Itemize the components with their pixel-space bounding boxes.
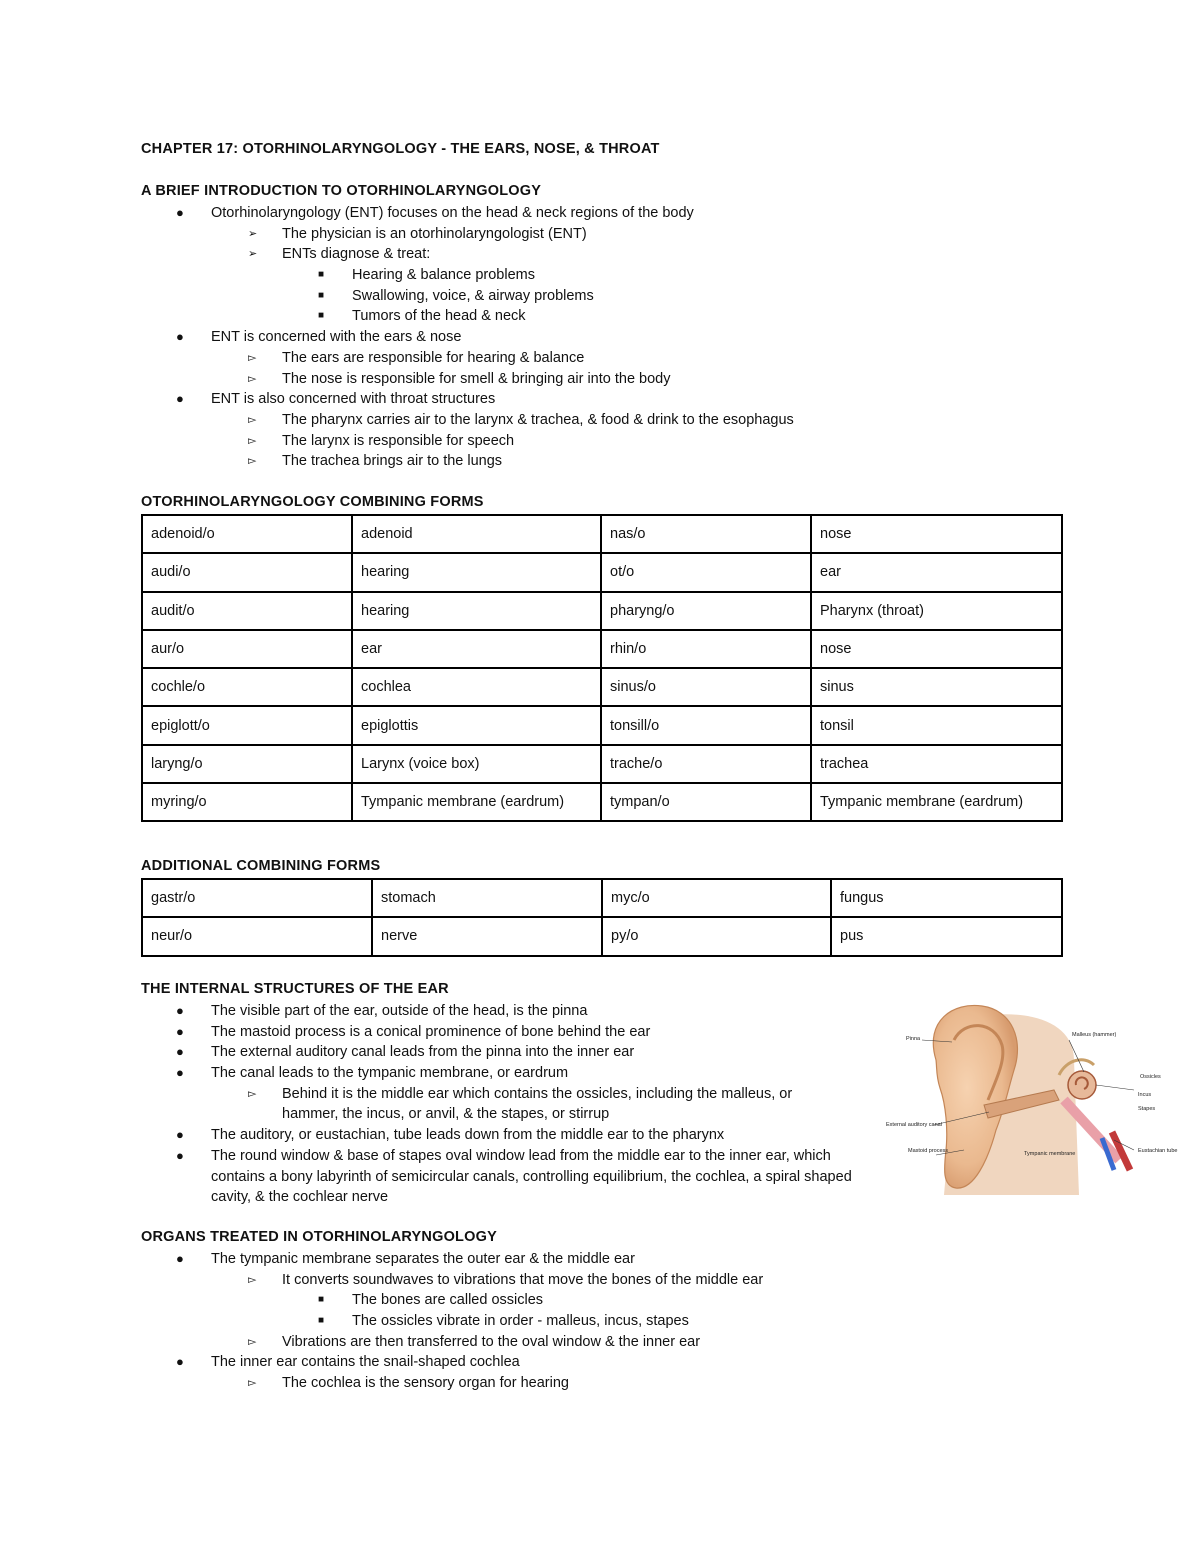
combining-heading: OTORHINOLARYNGOLOGY COMBINING FORMS: [141, 494, 484, 510]
svg-text:Mastoid process: Mastoid process: [908, 1148, 949, 1154]
list-item: ▻ The nose is responsible for smell & bringing air into the body: [0, 369, 1200, 390]
arrow-bullet-icon: ▻: [248, 372, 257, 385]
svg-text:Ossicles: Ossicles: [1140, 1074, 1161, 1080]
list-item: ● The canal leads to the tympanic membrane, or eardrum: [0, 1063, 1200, 1084]
table-row: laryng/o Larynx (voice box) trache/o trachea: [142, 745, 1062, 783]
list-item: ● The inner ear contains the snail-shaped cochlea: [0, 1352, 1200, 1373]
list-item: ▻ The ears are responsible for hearing & balance: [0, 348, 1200, 369]
table-row: adenoid/o adenoid nas/o nose: [142, 515, 1062, 553]
square-bullet-icon: ■: [318, 269, 325, 281]
bullet-icon: ●: [176, 1127, 184, 1143]
arrow-bullet-icon: ▻: [248, 413, 257, 426]
list-item: ▻ It converts soundwaves to vibrations that move the bones of the middle ear: [0, 1270, 1200, 1291]
list-item: ▻ The larynx is responsible for speech: [0, 431, 1200, 452]
list-item: ● ENT is also concerned with throat structures: [0, 389, 1200, 410]
list-item: ● The external auditory canal leads from the pinna into the inner ear: [0, 1042, 1200, 1063]
additional-heading: ADDITIONAL COMBINING FORMS: [141, 858, 381, 874]
svg-text:External auditory canal: External auditory canal: [886, 1122, 942, 1128]
table-row: audit/o hearing pharyng/o Pharynx (throat): [142, 592, 1062, 630]
svg-text:Stapes: Stapes: [1138, 1106, 1156, 1112]
additional-forms-table: [141, 878, 1063, 957]
intro-heading: A BRIEF INTRODUCTION TO OTORHINOLARYNGOLOGY: [141, 183, 542, 199]
organs-heading: ORGANS TREATED IN OTORHINOLARYNGOLOGY: [141, 1229, 497, 1245]
arrow-bullet-icon: ▻: [248, 434, 257, 447]
list-item: ➢ ENTs diagnose & treat:: [0, 244, 1200, 265]
table-row: neur/o nerve py/o pus: [142, 917, 1062, 955]
bullet-icon: ●: [176, 1354, 184, 1370]
table-row: epiglott/o epiglottis tonsill/o tonsil: [142, 706, 1062, 744]
bullet-icon: ●: [176, 1251, 184, 1266]
list-item: ■ Hearing & balance problems: [0, 265, 1200, 286]
arrow-bullet-icon: ▻: [248, 1273, 257, 1286]
list-item: ▻ Behind it is the middle ear which contains the ossicles, including the malleus, or hammer, the incus, or anvil, & the stapes, or stirrup: [248, 1085, 793, 1123]
table-row: gastr/o stomach myc/o fungus: [142, 879, 1062, 917]
bullet-icon: ●: [176, 1023, 184, 1039]
ear-anatomy-figure: [884, 1000, 1194, 1195]
arrow-bullet-icon: ➢: [248, 227, 258, 240]
table-row: audi/o hearing ot/o ear: [142, 553, 1062, 591]
intro-list: [0, 203, 1200, 472]
svg-text:Malleus (hammer): Malleus (hammer): [1072, 1032, 1117, 1038]
bullet-icon: ●: [176, 205, 184, 220]
arrow-bullet-icon: ▻: [248, 1377, 257, 1390]
page-title: CHAPTER 17: OTORHINOLARYNGOLOGY - THE EARS, NOSE, & THROAT: [141, 141, 660, 157]
arrow-bullet-icon: ▻: [248, 1087, 257, 1100]
bullet-icon: ●: [176, 1147, 184, 1163]
bullet-icon: ●: [176, 329, 184, 345]
list-item: ▻ Vibrations are then transferred to the oval window & the inner ear: [0, 1332, 1200, 1353]
svg-text:Incus: Incus: [1138, 1092, 1152, 1098]
table-row: aur/o ear rhin/o nose: [142, 630, 1062, 668]
list-item: ● Otorhinolaryngology (ENT) focuses on the head & neck regions of the body: [0, 203, 1200, 224]
list-item: ■ The bones are called ossicles: [0, 1290, 1200, 1311]
arrow-bullet-icon: ▻: [248, 1335, 257, 1348]
svg-text:Eustachian tube: Eustachian tube: [1138, 1148, 1178, 1154]
square-bullet-icon: ■: [318, 310, 325, 322]
list-item: ▻ The pharynx carries air to the larynx & trachea, & food & drink to the esophagus: [0, 410, 1200, 431]
bullet-icon: ●: [176, 1065, 184, 1081]
bullet-icon: ●: [176, 1003, 184, 1018]
organs-list: [0, 1249, 1200, 1394]
combining-forms-table: [141, 514, 1063, 822]
square-bullet-icon: ■: [318, 289, 325, 301]
list-item: ▻ The trachea brings air to the lungs: [0, 451, 1200, 472]
list-item: ● The mastoid process is a conical prominence of bone behind the ear: [0, 1022, 1200, 1043]
list-item: ● ENT is concerned with the ears & nose: [0, 327, 1200, 348]
table-row: myring/o Tympanic membrane (eardrum) tympan/o Tympanic membrane (eardrum): [142, 783, 1062, 821]
arrow-bullet-icon: ▻: [248, 351, 257, 364]
svg-text:Tympanic membrane: Tympanic membrane: [1024, 1151, 1076, 1157]
list-item: ■ Tumors of the head & neck: [0, 306, 1200, 327]
internal-heading: THE INTERNAL STRUCTURES OF THE EAR: [141, 981, 449, 997]
svg-text:Pinna: Pinna: [906, 1036, 921, 1042]
list-item: ▻ The cochlea is the sensory organ for hearing: [0, 1373, 1200, 1394]
bullet-icon: ●: [176, 391, 184, 407]
list-item: ● The auditory, or eustachian, tube leads down from the middle ear to the pharynx: [0, 1125, 1200, 1146]
list-item: ■ The ossicles vibrate in order - malleus, incus, stapes: [0, 1311, 1200, 1332]
list-item: ➢ The physician is an otorhinolaryngologist (ENT): [0, 224, 1200, 245]
square-bullet-icon: ■: [318, 1315, 325, 1327]
list-item: ■ Swallowing, voice, & airway problems: [0, 286, 1200, 307]
arrow-bullet-icon: ▻: [248, 455, 257, 468]
table-row: cochle/o cochlea sinus/o sinus: [142, 668, 1062, 706]
list-item: ● The tympanic membrane separates the outer ear & the middle ear: [0, 1249, 1200, 1270]
cochlea-shape: [1068, 1071, 1096, 1099]
square-bullet-icon: ■: [318, 1294, 325, 1306]
arrow-bullet-icon: ➢: [248, 248, 258, 261]
list-item: ● The round window & base of stapes oval window lead from the middle ear to the inner ear, which contains a bony labyrinth of semicircular canals, controlling equilibrium, the cochlea, a spiral shaped cavity, & the cochlear nerve: [176, 1147, 852, 1206]
list-item: ● The visible part of the ear, outside of the head, is the pinna: [0, 1001, 1200, 1022]
bullet-icon: ●: [176, 1044, 184, 1060]
